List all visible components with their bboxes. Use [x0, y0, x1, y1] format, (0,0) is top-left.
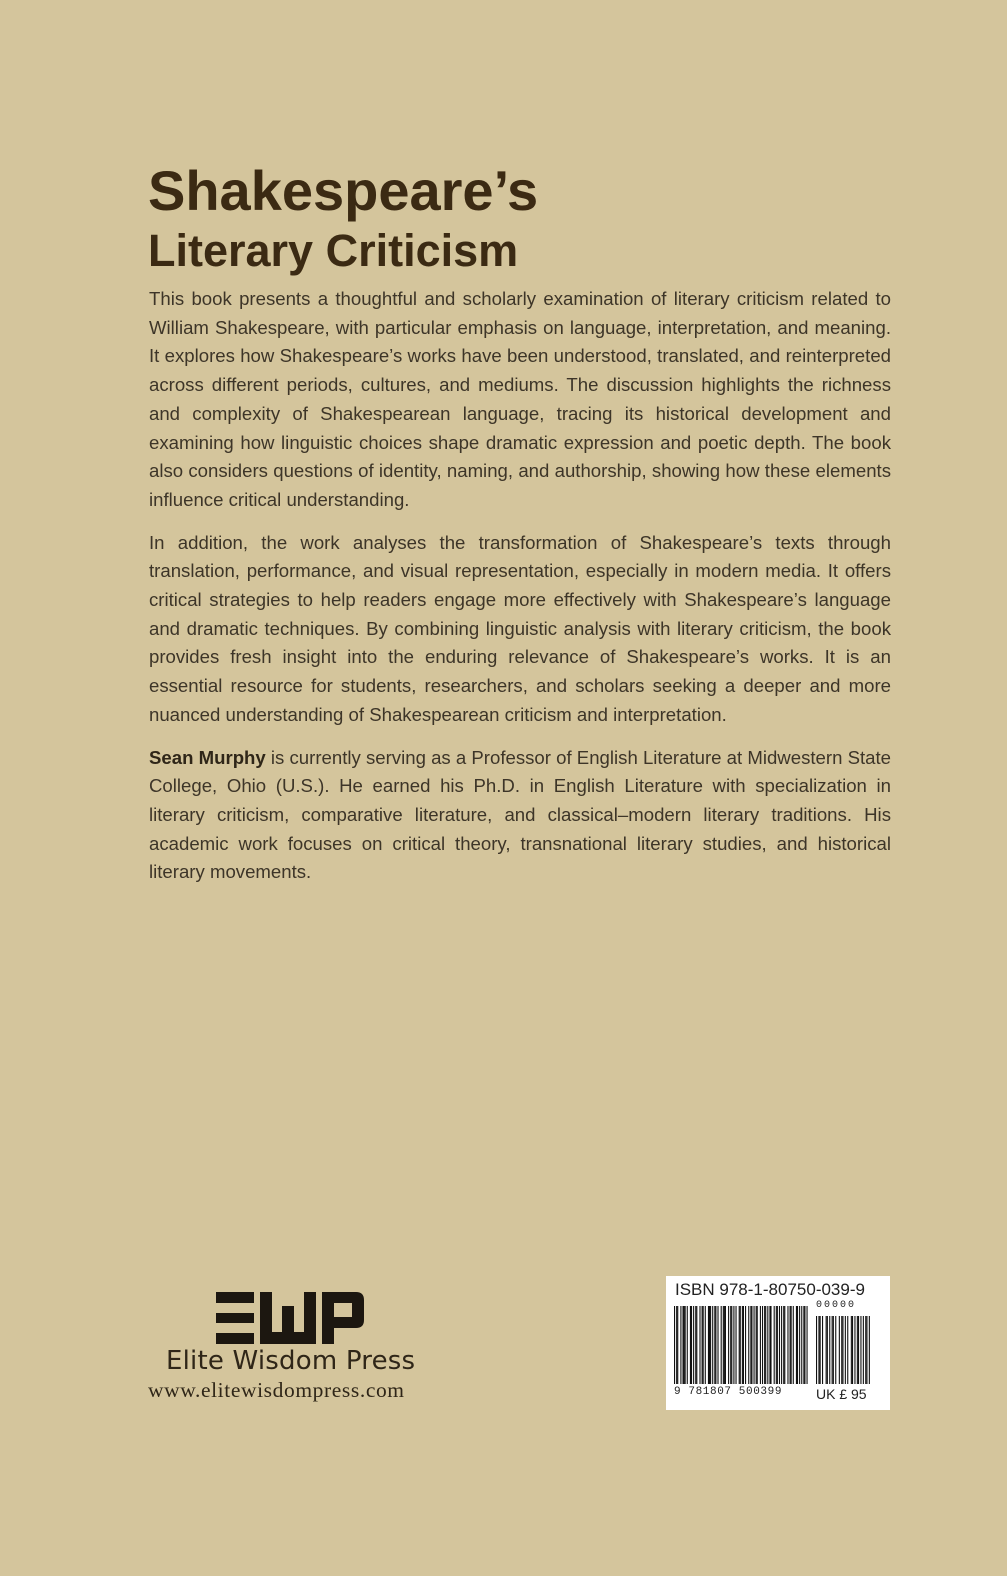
publisher-url: www.elitewisdompress.com	[148, 1378, 405, 1402]
barcode-addon-digits: 00000	[816, 1300, 857, 1311]
book-title-line-2: Literary Criticism	[148, 225, 519, 276]
author-name: Sean Murphy	[149, 746, 266, 768]
description-paragraph-1: This book presents a thoughtful and scholarly examination of literary criticism related to William Shakespeare, with particular emphasis on language, interpretation, and meaning. It explores how Shakespeare’s works have been understood, translated, and reinterpreted across different periods, cultures, and mediums. The discussion highlights the richness and complexity of Shakespearean language, tracing its historical development and examining how linguistic choices shape dramatic expression and poetic depth. The book also considers questions of identity, naming, and authorship, showing how these elements influence critical understanding.	[149, 288, 891, 510]
book-title-line-1: Shakespeare’s	[148, 159, 539, 222]
ewp-logo	[216, 1292, 364, 1344]
author-bio: is currently serving as a Professor of English Literature at Midwestern State College, Ohio (U.S.). He earned his Ph.D. in English Literature with specialization in literary criticism, comparative literature, and classical–modern literary traditions. His academic work focuses on critical theory, transnational literary studies, and historical literary movements.	[149, 746, 891, 883]
price-label: UK £ 95	[816, 1386, 867, 1402]
book-description	[149, 285, 891, 901]
barcode-digits: 9 781807 500399	[674, 1386, 783, 1398]
isbn-number: ISBN 978-1-80750-039-9	[675, 1280, 865, 1299]
barcode-bars-icon	[674, 1306, 884, 1384]
author-bio-paragraph	[149, 744, 891, 888]
publisher-block	[148, 1292, 438, 1403]
isbn-barcode	[666, 1276, 890, 1410]
publisher-name: Elite Wisdom Press	[166, 1346, 416, 1376]
book-title	[148, 158, 868, 278]
description-paragraph-2: In addition, the work analyses the transformation of Shakespeare’s texts through translation, performance, and visual representation, especially in modern media. It offers critical strategies to help readers engage more effectively with Shakespeare’s language and dramatic techniques. By combining linguistic analysis with literary criticism, the book provides fresh insight into the enduring relevance of Shakespeare’s works. It is an essential resource for students, researchers, and scholars seeking a deeper and more nuanced understanding of Shakespearean criticism and interpretation.	[149, 531, 891, 725]
